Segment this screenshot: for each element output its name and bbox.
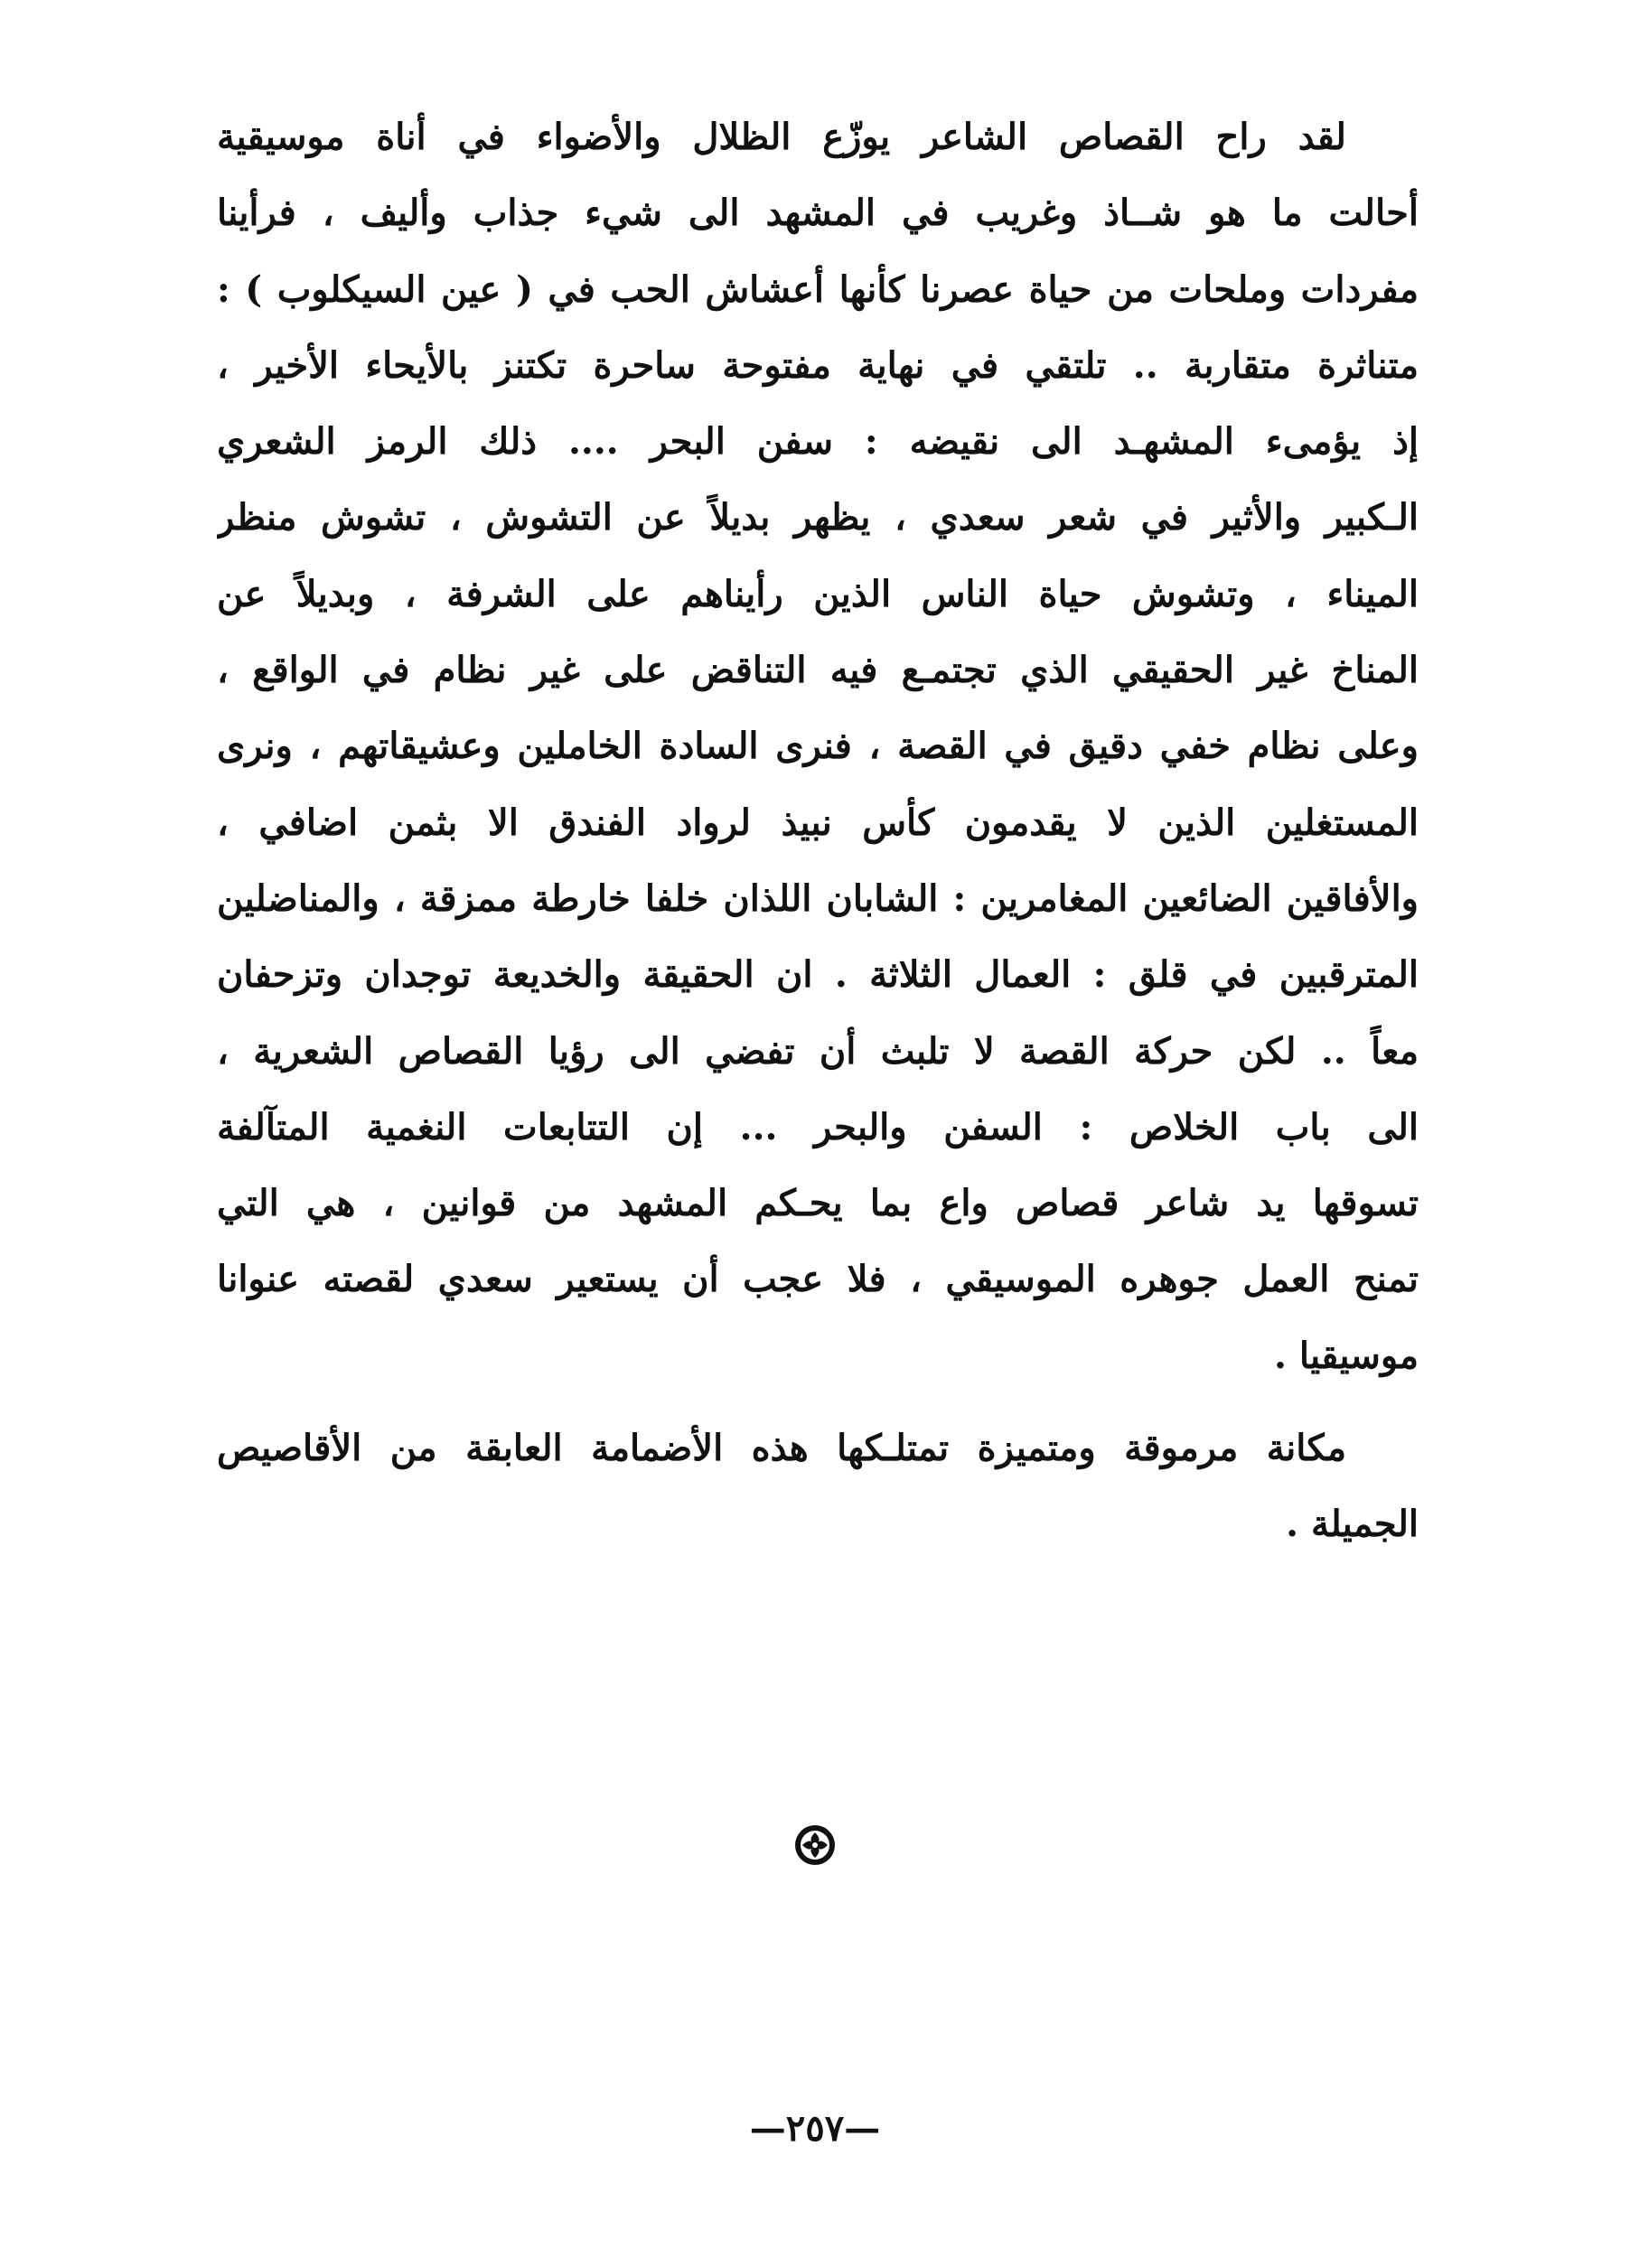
text-line: لقد راح القصاص الشاعر يوزّع الظلال والأضواء في أناة موسيقية	[217, 116, 1346, 158]
text-line: موسيقيا .	[1273, 1334, 1419, 1377]
body-text	[217, 99, 1419, 1563]
text-line: المناخ غير الحقيقي الذي تجتمـع فيه التناقض على غير نظام في الواقع ،	[217, 649, 1419, 692]
text-line: تسوقها يد شاعر قصاص واع بما يحـكم المشهد من قوانين ، هي التي	[217, 1182, 1419, 1225]
text-line: المترقبين في قلق : العمال الثلاثة . ان الحقيقة والخديعة توجدان وتزحفان	[217, 953, 1419, 997]
text-line: الـكبير والأثير في شعر سعدي ، يظهر بديلاً عن التشوش ، تشوش منظر	[217, 496, 1419, 539]
text-line: متناثرة متقاربة .. تلتقي في نهاية مفتوحة ساحرة تكتنز بالأيحاء الأخير ،	[217, 343, 1419, 387]
text-line: معاً .. لكن حركة القصة لا تلبث أن تفضي الى رؤيا القصاص الشعرية ،	[217, 1029, 1419, 1073]
text-line: وعلى نظام خفي دقيق في القصة ، فنرى السادة الخاملين وعشيقاتهم ، ونرى	[217, 725, 1419, 768]
text-line: الجميلة .	[1286, 1503, 1419, 1546]
page-number: —٢٥٧—	[749, 2107, 881, 2150]
floral-ornament-icon	[792, 1822, 838, 1869]
text-line: إذ يؤمىء المشهـد الى نقيضه : سفن البحر .... ذلك الرمز الشعري	[217, 420, 1419, 464]
text-line: تمنح العمل جوهره الموسيقي ، فلا عجب أن يستعير سعدي لقصته عنوانا	[217, 1258, 1419, 1301]
text-line: الى باب الخلاص : السفن والبحر ... إن التتابعات النغمية المتآلفة	[217, 1105, 1419, 1148]
text-line: الميناء ، وتشوش حياة الناس الذين رأيناهم على الشرفة ، وبديلاً عن	[217, 572, 1419, 615]
text-line: والأفاقين الضائعين المغامرين : الشابان اللذان خلفا خارطة ممزقة ، والمناضلين	[217, 876, 1419, 920]
text-line: أحالت ما هو شــاذ وغريب في المشهد الى شيء جذاب وأليف ، فرأينا	[217, 192, 1419, 235]
paragraph-gap	[217, 1394, 1419, 1410]
text-line: مكانة مرموقة ومتميزة تمتلـكها هذه الأضمامة العابقة من الأقاصيص	[217, 1427, 1346, 1470]
text-line: المستغلين الذين لا يقدمون كأس نبيذ لرواد الفندق الا بثمن اضافي ،	[217, 801, 1419, 844]
text-line: مفردات وملحات من حياة عصرنا كأنها أعشاش الحب في ( عين السيكلوب ) :	[217, 267, 1419, 311]
